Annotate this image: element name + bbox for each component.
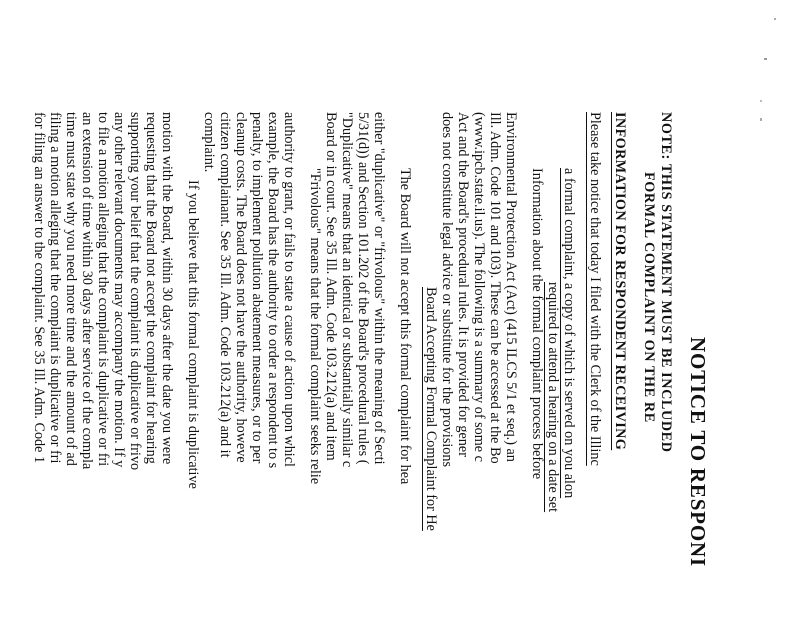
para4-line: an extension of time within 30 days after service of the compla bbox=[79, 112, 95, 470]
para3-line: authority to grant, or fails to state a cause of action upon whicl bbox=[281, 112, 297, 467]
para4-line: to file a motion alleging that the complaint is duplicative or fri bbox=[95, 112, 111, 467]
para3-line: citizen complainant. See 35 Ill. Adm. Code 103.212(a) and it bbox=[217, 112, 233, 458]
para1-line: Act and the Board's procedural rules. It is provided for gener bbox=[455, 112, 471, 457]
note-line: FORMAL COMPLAINT ON THE RE bbox=[641, 172, 657, 423]
para1-line: does not constitute legal advice or substitute for the provisions bbox=[439, 112, 455, 468]
para1-line: Environmental Protection Act (Act) (415 ILCS 5/1 et seq.) an bbox=[503, 112, 519, 462]
para3-line: cleanup costs. The Board does not have the authority, howeve bbox=[233, 112, 249, 463]
note-line: NOTE: THIS STATEMENT MUST BE INCLUDED bbox=[658, 112, 674, 453]
para2-line: Board or in court. See 35 Ill. Adm. Code 103.212(a) and item bbox=[323, 112, 339, 461]
para2-line: 5/31(d)) and Section 101.202 of the Board's procedural rules ( bbox=[355, 112, 371, 465]
para4-line: motion with the Board, within 30 days after the date you were bbox=[159, 112, 175, 465]
para3-line: "Frivolous" means that the formal complaint seeks relie bbox=[307, 168, 323, 485]
para3-line: penalty, to implement pollution abatement measures, or to per bbox=[249, 112, 265, 464]
para1-line: (www.ipcb.state.il.us). The following is a summary of some c bbox=[471, 112, 487, 462]
para2-line: either "duplicative" or "frivolous" within the meaning of Secti bbox=[371, 112, 387, 465]
para2-line: The Board will not accept this formal complaint for hea bbox=[397, 168, 413, 485]
intro-line: Please take notice that today I filed with the Clerk of the Illinc bbox=[587, 112, 603, 466]
para4-line: requesting that the Board not accept the complaint for hearing bbox=[143, 112, 159, 464]
intro-line: required to attend a hearing on a date set bbox=[545, 282, 561, 513]
info-heading: INFORMATION FOR RESPONDENT RECEIVING bbox=[612, 112, 628, 451]
para1-line: Information about the formal complaint process before bbox=[529, 168, 545, 480]
para4-line: If you believe that this formal complaint is duplicative bbox=[185, 180, 201, 489]
para3-line: example, the Board has the authority to order a respondent to s bbox=[265, 112, 281, 469]
para3-line: complaint. bbox=[201, 112, 217, 173]
para4-line: any other relevant documents may accompany the motion. If y bbox=[111, 112, 127, 468]
para4-line: for filing an answer to the complaint. See 35 Ill. Adm. Code 1 bbox=[31, 112, 47, 464]
para1-line: Ill. Adm. Code 101 and 103). These can be accessed at the Bo bbox=[487, 112, 503, 464]
section-heading: Board Accepting Formal Complaint for He bbox=[423, 287, 439, 531]
intro-line: a formal complaint, a copy of which is served on you alon bbox=[561, 168, 577, 499]
document-title: NOTICE TO RESPONI bbox=[686, 337, 710, 567]
para4-line: supporting your belief that the complaint is duplicative or frivo bbox=[127, 112, 143, 471]
para2-line: "Duplicative" means that an identical or substantially similar c bbox=[339, 112, 355, 468]
para4-line: filing a motion alleging that the complaint is duplicative or fri bbox=[47, 112, 63, 464]
para4-line: time must state why you need more time and the amount of ad bbox=[63, 112, 79, 466]
